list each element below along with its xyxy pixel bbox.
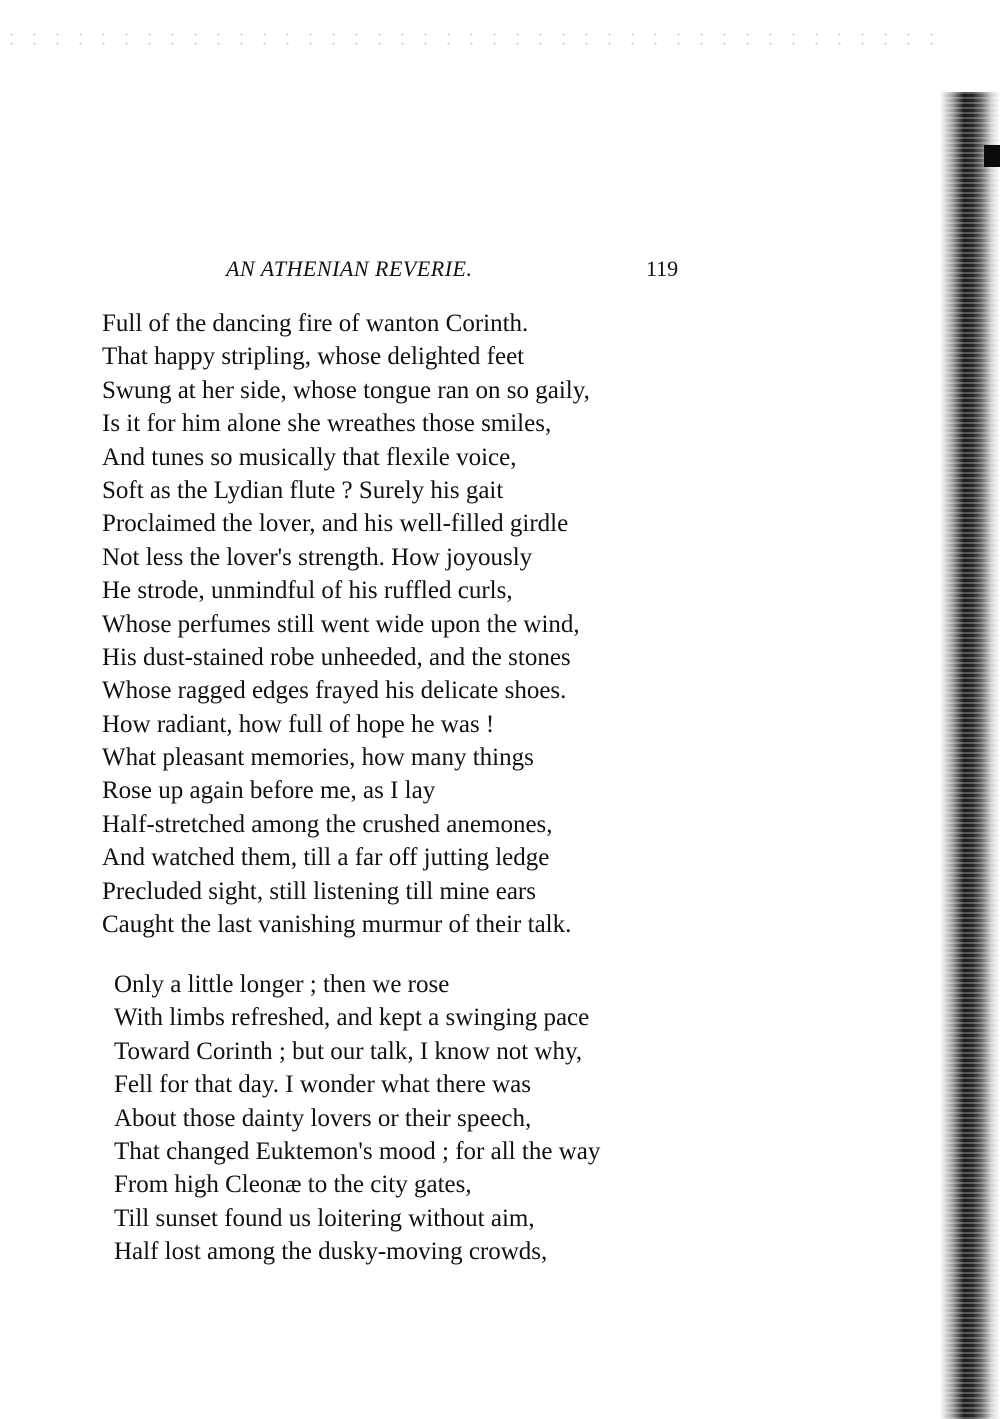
- verse-line: Half lost among the dusky-moving crowds,: [114, 1238, 548, 1266]
- verse-line: Caught the last vanishing murmur of their talk.: [102, 911, 572, 939]
- verse-line: Half-stretched among the crushed anemones,: [102, 810, 553, 838]
- verse-line: Swung at her side, whose tongue ran on so gaily,: [102, 376, 590, 404]
- binding-mark: [984, 145, 1000, 167]
- verse-line: His dust-stained robe unheeded, and the stones: [102, 643, 571, 671]
- verse-line: That happy stripling, whose delighted feet: [102, 343, 525, 371]
- book-binding-edge: [940, 92, 1000, 1419]
- verse-line: He strode, unmindful of his ruffled curls,: [102, 577, 513, 605]
- verse-line: Not less the lover's strength. How joyously: [102, 543, 533, 571]
- verse-line: Whose perfumes still went wide upon the wind,: [102, 610, 580, 638]
- verse-line: Till sunset found us loitering without aim,: [114, 1204, 535, 1232]
- scan-noise: [0, 30, 940, 52]
- verse-line: Toward Corinth ; but our talk, I know not why,: [114, 1037, 583, 1065]
- verse-line: Rose up again before me, as I lay: [102, 777, 436, 805]
- stanza-2: [114, 968, 600, 1269]
- verse-line: Precluded sight, still listening till mine ears: [102, 877, 536, 905]
- verse-line: What pleasant memories, how many things: [102, 744, 534, 772]
- running-head: [226, 256, 686, 286]
- verse-line: Only a little longer ; then we rose: [114, 971, 450, 998]
- verse-line: Is it for him alone she wreathes those smiles,: [102, 410, 552, 438]
- verse-line: With limbs refreshed, and kept a swinging pace: [114, 1004, 590, 1032]
- page-number: 119: [646, 256, 679, 281]
- verse-line: And tunes so musically that flexile voice,: [102, 443, 517, 471]
- verse-line: Full of the dancing fire of wanton Corinth.: [102, 310, 529, 337]
- verse-line: Proclaimed the lover, and his well-filled girdle: [102, 510, 569, 538]
- verse-line: That changed Euktemon's mood ; for all the way: [114, 1137, 601, 1165]
- verse-line: From high Cleonæ to the city gates,: [114, 1171, 472, 1199]
- running-title: AN ATHENIAN REVERIE.: [226, 256, 473, 281]
- verse-line: Fell for that day. I wonder what there was: [114, 1071, 531, 1099]
- verse-line: About those dainty lovers or their speech,: [114, 1104, 532, 1132]
- verse-line: How radiant, how full of hope he was !: [102, 710, 495, 738]
- verse-line: Whose ragged edges frayed his delicate shoes.: [102, 677, 567, 705]
- verse-line: And watched them, till a far off jutting ledge: [102, 844, 550, 872]
- verse-line: Soft as the Lydian flute ? Surely his gait: [102, 476, 504, 504]
- stanza-1: [102, 307, 590, 941]
